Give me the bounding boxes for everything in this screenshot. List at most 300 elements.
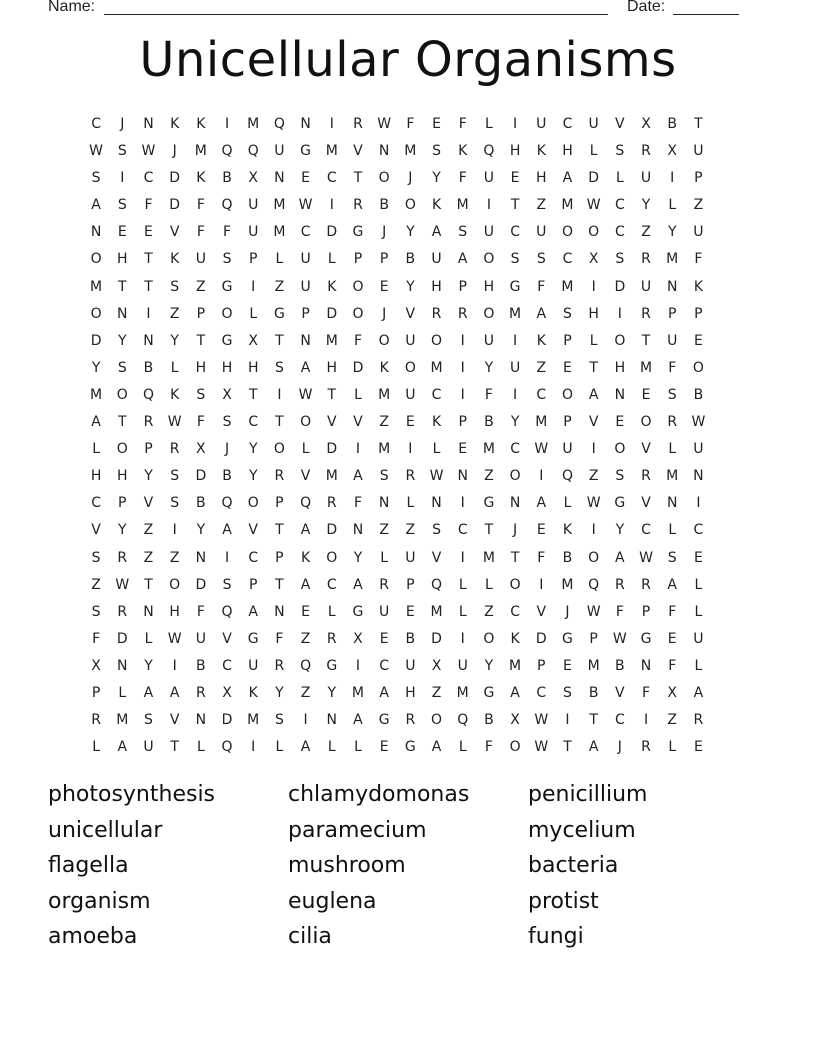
name-date-header xyxy=(0,0,816,20)
grid-letter: S xyxy=(536,251,546,268)
grid-letter: N xyxy=(143,332,154,349)
grid-letter: F xyxy=(484,386,493,403)
grid-letter: Z xyxy=(484,603,494,620)
grid-letter: G xyxy=(352,603,364,620)
grid-letter: S xyxy=(379,468,389,485)
grid-letter: L xyxy=(589,143,598,160)
grid-letter: K xyxy=(196,116,206,132)
grid-letter: U xyxy=(483,332,495,349)
grid-letter: T xyxy=(694,116,703,132)
grid-letter: P xyxy=(694,170,703,187)
grid-letter: N xyxy=(666,495,678,512)
grid-letter: B xyxy=(562,549,573,566)
word-bank-item: photosynthesis xyxy=(48,782,216,807)
grid-letter: S xyxy=(563,305,572,322)
grid-letter: C xyxy=(91,116,101,132)
grid-letter: D xyxy=(431,630,442,647)
grid-letter: R xyxy=(431,305,442,322)
grid-letter: Y xyxy=(248,441,258,458)
grid-letter: O xyxy=(247,495,259,512)
grid-letter: C xyxy=(91,495,101,512)
grid-letter: R xyxy=(641,739,651,756)
grid-letter: U xyxy=(405,386,416,403)
grid-letter: B xyxy=(222,468,232,485)
grid-letter: M xyxy=(666,468,679,485)
grid-letter: M xyxy=(482,549,495,566)
grid-letter: A xyxy=(667,576,677,593)
grid-letter: S xyxy=(667,386,677,403)
grid-letter: U xyxy=(274,143,285,160)
grid-letter: S xyxy=(432,522,441,539)
grid-letter: Y xyxy=(118,332,127,349)
grid-letter: P xyxy=(118,495,127,512)
grid-letter: D xyxy=(221,712,233,729)
grid-letter: B xyxy=(484,712,494,729)
grid-letter: D xyxy=(588,170,600,187)
grid-letter: H xyxy=(562,143,573,160)
grid-letter: V xyxy=(353,414,363,431)
grid-letter: W xyxy=(89,143,104,160)
grid-letter: I xyxy=(460,359,465,376)
grid-letter: L xyxy=(668,441,677,458)
grid-letter: M xyxy=(247,116,260,132)
grid-letter: C xyxy=(614,197,625,214)
grid-letter: A xyxy=(353,468,363,485)
grid-letter: M xyxy=(535,414,548,431)
grid-letter: T xyxy=(589,712,598,729)
grid-letter: R xyxy=(641,251,651,268)
grid-letter: Q xyxy=(300,657,312,674)
grid-letter: L xyxy=(380,549,389,566)
grid-letter: Y xyxy=(275,684,284,701)
grid-letter: G xyxy=(483,495,495,512)
grid-letter: F xyxy=(144,197,153,214)
grid-letter: O xyxy=(561,386,573,403)
grid-letter: M xyxy=(325,468,338,485)
grid-letter: P xyxy=(641,603,651,620)
word-bank xyxy=(48,780,768,958)
grid-letter: U xyxy=(667,332,678,349)
grid-letter: E xyxy=(379,739,389,756)
grid-letter: A xyxy=(615,549,625,566)
grid-letter: C xyxy=(143,170,154,187)
grid-letter: I xyxy=(251,278,256,295)
grid-letter: F xyxy=(353,495,362,512)
grid-letter: L xyxy=(354,386,362,403)
grid-letter: E xyxy=(301,170,311,187)
grid-letter: E xyxy=(379,630,389,647)
grid-letter: V xyxy=(536,603,547,620)
grid-letter: Q xyxy=(483,143,495,160)
grid-letter: I xyxy=(460,630,465,647)
grid-letter: E xyxy=(563,657,572,674)
grid-letter: M xyxy=(509,305,522,322)
grid-letter: J xyxy=(224,441,230,458)
grid-letter: I xyxy=(460,549,465,566)
grid-letter: B xyxy=(484,414,494,431)
grid-letter: Z xyxy=(143,549,154,566)
grid-letter: T xyxy=(327,386,337,403)
grid-letter: O xyxy=(352,278,364,295)
grid-letter: T xyxy=(275,332,284,349)
grid-letter: K xyxy=(379,359,389,376)
grid-letter: F xyxy=(406,116,415,132)
grid-letter: P xyxy=(91,684,101,701)
grid-letter: X xyxy=(248,170,259,187)
grid-letter: S xyxy=(222,251,232,268)
grid-letter: U xyxy=(562,441,573,458)
grid-letter: J xyxy=(565,603,570,620)
grid-letter: Q xyxy=(457,712,469,729)
grid-letter: I xyxy=(696,495,701,512)
grid-letter: I xyxy=(539,468,544,485)
grid-letter: K xyxy=(431,197,442,214)
grid-letter: A xyxy=(117,739,128,756)
grid-letter: T xyxy=(510,549,520,566)
grid-letter: I xyxy=(591,441,596,458)
grid-letter: J xyxy=(172,143,177,160)
grid-letter: F xyxy=(196,603,205,620)
grid-letter: A xyxy=(300,739,311,756)
grid-letter: O xyxy=(588,549,600,566)
grid-letter: X xyxy=(222,386,232,403)
grid-letter: R xyxy=(326,495,337,512)
grid-letter: N xyxy=(195,712,207,729)
grid-letter: K xyxy=(248,684,258,701)
word-bank-item: paramecium xyxy=(288,817,427,843)
grid-letter: F xyxy=(196,197,205,214)
grid-letter: W xyxy=(534,441,549,458)
grid-letter: X xyxy=(641,116,651,132)
grid-letter: C xyxy=(431,386,442,403)
grid-letter: Q xyxy=(221,495,233,512)
grid-letter: Z xyxy=(196,278,206,295)
grid-letter: Z xyxy=(91,576,101,593)
grid-letter: C xyxy=(326,170,337,187)
grid-letter: L xyxy=(92,441,100,458)
grid-letter: O xyxy=(614,441,626,458)
grid-letter: H xyxy=(247,359,259,376)
grid-letter: G xyxy=(221,332,233,349)
grid-letter: S xyxy=(91,170,101,187)
grid-letter: O xyxy=(588,224,600,241)
grid-letter: T xyxy=(641,332,651,349)
grid-letter: F xyxy=(458,170,467,187)
grid-letter: C xyxy=(562,251,573,268)
grid-letter: F xyxy=(668,359,677,376)
grid-letter: L xyxy=(694,603,703,620)
grid-letter: E xyxy=(536,522,546,539)
grid-letter: B xyxy=(222,170,232,187)
grid-letter: D xyxy=(535,630,547,647)
grid-letter: T xyxy=(196,332,206,349)
grid-letter: B xyxy=(615,657,625,674)
grid-letter: W xyxy=(429,468,444,485)
grid-letter: R xyxy=(195,684,206,701)
grid-letter: P xyxy=(694,305,703,322)
grid-letter: N xyxy=(274,170,285,187)
grid-letter: S xyxy=(91,603,101,620)
grid-letter: E xyxy=(615,414,625,431)
grid-letter: C xyxy=(510,441,520,458)
grid-letter: X xyxy=(588,251,599,268)
grid-letter: W xyxy=(534,739,549,756)
grid-letter: U xyxy=(588,116,599,132)
grid-letter: H xyxy=(117,251,128,268)
grid-letter: A xyxy=(588,386,599,403)
grid-letter: L xyxy=(694,576,703,593)
grid-letter: I xyxy=(460,495,465,512)
grid-letter: R xyxy=(641,305,651,322)
grid-letter: E xyxy=(117,224,127,241)
grid-letter: K xyxy=(536,332,546,349)
grid-letter: L xyxy=(170,359,179,376)
grid-letter: R xyxy=(667,414,678,431)
grid-letter: E xyxy=(563,359,572,376)
grid-letter: E xyxy=(693,549,703,566)
grid-letter: L xyxy=(563,495,572,512)
word-bank-item: mushroom xyxy=(288,853,406,879)
grid-letter: L xyxy=(458,739,467,756)
grid-letter: L xyxy=(485,576,493,593)
grid-letter: U xyxy=(693,630,704,647)
grid-letter: O xyxy=(404,359,416,376)
grid-letter: U xyxy=(195,251,206,268)
grid-letter: N xyxy=(640,657,652,674)
grid-letter: N xyxy=(195,549,207,566)
grid-letter: I xyxy=(224,116,230,132)
grid-letter: O xyxy=(273,441,285,458)
grid-letter: Q xyxy=(221,739,233,756)
grid-letter: K xyxy=(458,143,468,160)
grid-letter: A xyxy=(379,684,389,701)
grid-letter: U xyxy=(405,332,416,349)
grid-letter: B xyxy=(379,197,389,214)
grid-letter: P xyxy=(563,332,572,349)
grid-letter: H xyxy=(117,468,128,485)
grid-letter: Z xyxy=(169,549,180,566)
grid-letter: O xyxy=(300,414,312,431)
grid-letter: Z xyxy=(588,468,599,485)
grid-letter: C xyxy=(379,657,390,674)
grid-letter: F xyxy=(275,630,284,647)
word-bank-item: penicillium xyxy=(528,782,648,807)
grid-letter: I xyxy=(670,170,675,187)
grid-letter: Y xyxy=(118,522,127,539)
grid-letter: V xyxy=(615,116,625,132)
grid-letter: S xyxy=(117,197,127,214)
grid-letter: S xyxy=(274,359,284,376)
grid-letter: I xyxy=(460,332,465,349)
grid-letter: I xyxy=(355,441,361,458)
grid-letter: K xyxy=(536,143,546,160)
grid-letter: P xyxy=(458,278,467,295)
grid-letter: L xyxy=(327,603,336,620)
grid-letter: I xyxy=(120,170,125,187)
grid-letter: I xyxy=(513,386,518,403)
grid-letter: S xyxy=(615,251,625,268)
grid-letter: O xyxy=(326,549,338,566)
grid-letter: Z xyxy=(667,712,678,729)
grid-letter: L xyxy=(196,739,205,756)
grid-letter: S xyxy=(615,468,625,485)
grid-letter: N xyxy=(666,278,678,295)
grid-letter: U xyxy=(483,170,495,187)
grid-letter: C xyxy=(457,522,468,539)
grid-letter: G xyxy=(273,305,285,322)
grid-letter: D xyxy=(614,278,626,295)
grid-letter: G xyxy=(247,630,259,647)
grid-letter: K xyxy=(196,170,206,187)
grid-letter: A xyxy=(536,495,547,512)
grid-letter: T xyxy=(563,739,572,756)
grid-letter: F xyxy=(92,630,101,647)
grid-letter: M xyxy=(587,657,600,674)
grid-letter: I xyxy=(565,712,570,729)
grid-letter: Q xyxy=(588,576,600,593)
grid-letter: O xyxy=(352,305,364,322)
grid-letter: D xyxy=(326,305,338,322)
grid-letter: N xyxy=(326,712,338,729)
grid-letter: B xyxy=(196,657,206,674)
date-label: Date: xyxy=(627,0,666,15)
grid-letter: V xyxy=(588,414,599,431)
grid-letter: N xyxy=(509,495,521,512)
grid-letter: E xyxy=(405,603,415,620)
grid-letter: H xyxy=(195,359,207,376)
grid-letter: Z xyxy=(536,197,547,214)
grid-letter: U xyxy=(693,224,704,241)
grid-letter: C xyxy=(300,224,311,241)
grid-letter: S xyxy=(615,143,625,160)
grid-letter: Q xyxy=(561,468,573,485)
grid-letter: M xyxy=(378,386,391,403)
grid-letter: W xyxy=(115,576,130,593)
grid-letter: S xyxy=(117,359,127,376)
grid-letter: I xyxy=(172,522,177,539)
grid-letter: A xyxy=(248,603,258,620)
grid-letter: A xyxy=(222,522,232,539)
grid-letter: U xyxy=(248,657,259,674)
grid-letter: F xyxy=(484,739,493,756)
grid-letter: Y xyxy=(144,657,153,674)
grid-letter: I xyxy=(329,116,334,132)
grid-letter: W xyxy=(141,143,156,160)
grid-letter: P xyxy=(248,251,258,268)
grid-letter: R xyxy=(274,657,285,674)
grid-letter: M xyxy=(90,386,103,403)
grid-letter: R xyxy=(405,468,416,485)
grid-letter: E xyxy=(510,170,520,187)
grid-letter: F xyxy=(615,603,624,620)
grid-letter: X xyxy=(222,684,232,701)
grid-letter: Y xyxy=(327,684,337,701)
grid-letter: K xyxy=(562,522,573,539)
grid-letter: S xyxy=(117,143,127,160)
grid-letter: B xyxy=(588,684,599,701)
grid-letter: T xyxy=(118,414,127,431)
grid-letter: S xyxy=(563,684,572,701)
grid-letter: M xyxy=(561,576,574,593)
grid-letter: M xyxy=(273,224,286,241)
grid-letter: W xyxy=(298,386,313,403)
grid-letter: L xyxy=(589,332,598,349)
grid-letter: T xyxy=(144,278,153,295)
grid-letter: E xyxy=(432,116,441,132)
grid-letter: N xyxy=(143,603,154,620)
grid-letter: A xyxy=(588,739,599,756)
grid-letter: O xyxy=(614,332,626,349)
grid-letter: T xyxy=(248,386,258,403)
grid-letter: K xyxy=(170,251,180,268)
grid-letter: F xyxy=(668,603,677,620)
grid-letter: A xyxy=(91,197,101,214)
word-bank-item: amoeba xyxy=(48,924,138,950)
word-bank-item: organism xyxy=(48,888,151,914)
name-blank-line xyxy=(104,14,608,15)
grid-letter: N xyxy=(378,495,390,512)
grid-letter: N xyxy=(431,495,442,512)
grid-letter: L xyxy=(668,197,677,214)
grid-letter: V xyxy=(300,468,311,485)
grid-letter: U xyxy=(483,224,495,241)
grid-letter: V xyxy=(615,684,625,701)
grid-letter: M xyxy=(509,657,522,674)
grid-letter: I xyxy=(486,197,491,214)
grid-letter: J xyxy=(513,522,518,539)
grid-letter: I xyxy=(146,305,151,322)
grid-letter: D xyxy=(169,170,181,187)
grid-letter: B xyxy=(667,116,678,132)
grid-letter: L xyxy=(485,116,493,132)
word-bank-item: euglena xyxy=(288,888,377,914)
grid-letter: J xyxy=(382,305,387,322)
grid-letter: X xyxy=(431,657,442,674)
grid-letter: R xyxy=(169,441,180,458)
grid-letter: Q xyxy=(142,386,154,403)
grid-letter: K xyxy=(170,116,180,132)
grid-letter: R xyxy=(614,576,625,593)
grid-letter: R xyxy=(641,576,651,593)
grid-letter: G xyxy=(300,143,312,160)
grid-letter: O xyxy=(692,359,704,376)
grid-letter: Y xyxy=(615,522,625,539)
grid-letter: S xyxy=(458,224,468,241)
grid-letter: P xyxy=(379,251,389,268)
grid-letter: C xyxy=(536,684,547,701)
grid-letter: O xyxy=(404,197,416,214)
grid-letter: I xyxy=(303,712,308,729)
word-bank-item: mycelium xyxy=(528,817,636,843)
grid-letter: Y xyxy=(667,224,677,241)
grid-letter: Q xyxy=(221,197,233,214)
grid-letter: T xyxy=(589,359,598,376)
grid-letter: C xyxy=(614,712,625,729)
grid-letter: I xyxy=(329,197,334,214)
grid-letter: J xyxy=(617,739,622,756)
grid-letter: X xyxy=(91,657,101,674)
grid-letter: O xyxy=(378,332,390,349)
grid-letter: X xyxy=(248,332,259,349)
grid-letter: M xyxy=(482,441,495,458)
grid-letter: P xyxy=(275,495,284,512)
grid-letter: X xyxy=(667,143,678,160)
grid-letter: H xyxy=(405,684,416,701)
grid-letter: U xyxy=(143,739,154,756)
grid-letter: H xyxy=(431,278,442,295)
grid-letter: S xyxy=(432,143,441,160)
grid-letter: W xyxy=(377,116,392,132)
